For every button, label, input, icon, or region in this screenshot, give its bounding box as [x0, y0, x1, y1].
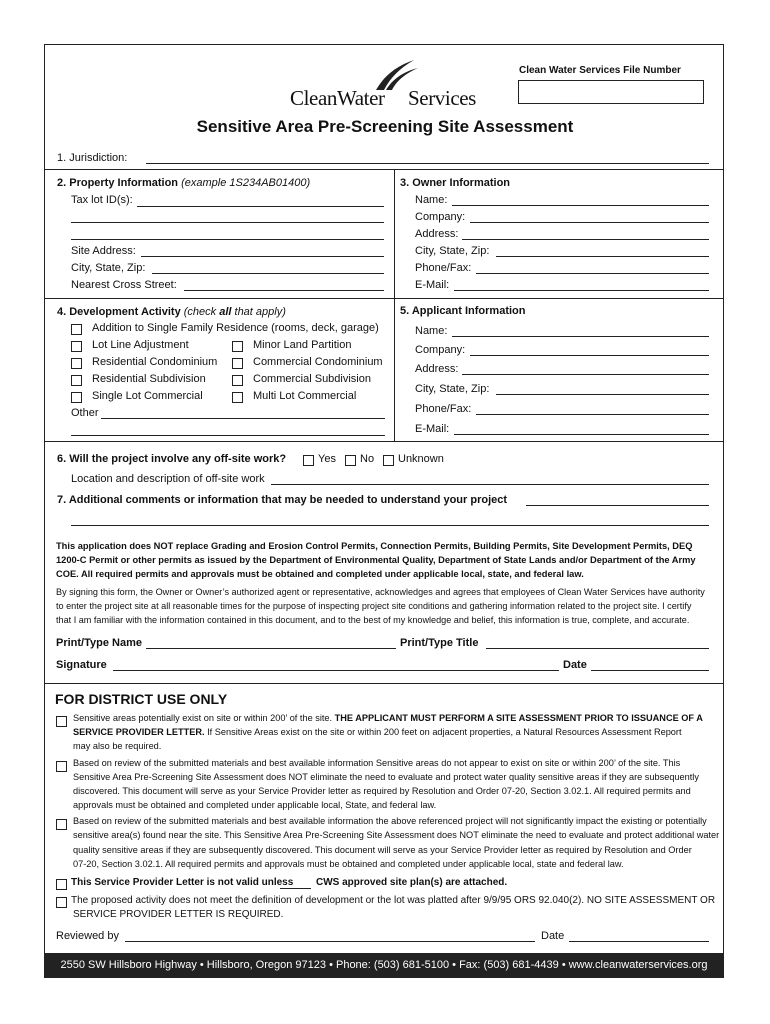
applicant-name-field[interactable]	[452, 336, 709, 337]
multi-lot-label: Multi Lot Commercial	[253, 390, 357, 402]
city-state-zip-label: City, State, Zip:	[71, 262, 146, 274]
reviewed-by-label: Reviewed by	[56, 930, 119, 942]
notice-bold-2: 1200-C Permit or other permits as issued by the Department of Environmental Quality, Department of State Lands and/or Department of the Army	[56, 555, 696, 565]
notice-bold-1: This application does NOT replace Grading and Erosion Control Permits, Connection Permits, Building Permits, Site Development Permits, DEQ	[56, 541, 693, 551]
single-lot-checkbox[interactable]	[71, 392, 82, 403]
comments-question: 7. Additional comments or information that may be needed to understand your project	[57, 494, 508, 506]
reviewed-by-field[interactable]	[125, 941, 535, 942]
file-number-label: Clean Water Services File Number	[519, 65, 681, 76]
notice-line-1: By signing this form, the Owner or Owner’s authorized agent or representative, acknowledges and agrees that employees of Clean Water Services have authority	[56, 587, 705, 597]
multi-lot-checkbox[interactable]	[232, 392, 243, 403]
notice-line-2: to enter the project site at all reasonable times for the purpose of inspecting project site conditions and gathering information related to the project site. I certify	[56, 601, 692, 611]
city-state-zip-field[interactable]	[152, 273, 384, 274]
divider	[44, 169, 724, 170]
print-title-field[interactable]	[486, 648, 709, 649]
page-title: Sensitive Area Pre-Screening Site Assessment	[196, 117, 574, 136]
lot-line-checkbox[interactable]	[71, 341, 82, 352]
date-field[interactable]	[591, 670, 709, 671]
district-item5-line1: The proposed activity does not meet the definition of development or the lot was platted after 9/9/95 ORS 92.040(2). NO SITE ASSESSMENT OR	[71, 895, 716, 906]
district-item1-line3: may also be required.	[73, 741, 162, 751]
district-item1-checkbox[interactable]	[56, 716, 67, 727]
tax-lot-field-2[interactable]	[71, 222, 384, 223]
applicant-city-label: City, State, Zip:	[415, 383, 490, 395]
nearest-cross-field[interactable]	[184, 290, 384, 291]
applicant-address-label: Address:	[415, 363, 459, 375]
district-item3-line2: sensitive area(s) found near the site. This Sensitive Area Pre-Screening Site Assessment does NOT eliminate the need to evaluate and protect additional water	[73, 830, 720, 840]
other-field-2[interactable]	[71, 435, 385, 436]
site-address-label: Site Address:	[71, 245, 136, 257]
single-lot-label: Single Lot Commercial	[92, 390, 203, 402]
applicant-name-label: Name:	[415, 325, 448, 337]
offsite-yes-checkbox[interactable]	[303, 455, 314, 466]
signature-field[interactable]	[113, 670, 559, 671]
applicant-company-field[interactable]	[470, 355, 709, 356]
development-activity-heading: 4. Development Activity (check all that apply)	[57, 306, 286, 318]
property-info-heading: 2. Property Information (example 1S234AB01400)	[57, 177, 311, 189]
file-number-field[interactable]	[518, 80, 704, 104]
tax-lot-label: Tax lot ID(s):	[71, 194, 133, 206]
owner-email-label: E-Mail:	[415, 279, 450, 291]
owner-phone-field[interactable]	[476, 273, 709, 274]
owner-address-field[interactable]	[462, 239, 709, 240]
com-condo-checkbox[interactable]	[232, 358, 243, 369]
site-plan-count-field[interactable]	[280, 888, 311, 889]
district-item3-line1: Based on review of the submitted materials and best available information the above referenced project will not significantly impact the existing or potentially	[73, 816, 707, 826]
owner-company-field[interactable]	[470, 222, 709, 223]
minor-partition-checkbox[interactable]	[232, 341, 243, 352]
owner-city-label: City, State, Zip:	[415, 245, 490, 257]
tax-lot-field[interactable]	[137, 206, 384, 207]
review-date-field[interactable]	[569, 941, 709, 942]
divider	[44, 441, 724, 442]
owner-phone-label: Phone/Fax:	[415, 262, 472, 274]
logo-clean-text: CleanWater	[290, 86, 385, 110]
res-condo-label: Residential Condominium	[92, 356, 218, 368]
logo-services-text: Services	[408, 86, 476, 110]
owner-name-field[interactable]	[452, 205, 709, 206]
offsite-location-label: Location and description of off-site work	[71, 473, 265, 485]
owner-info-heading: 3. Owner Information	[400, 177, 511, 189]
district-item3-line3: quality sensitive areas if they are subsequently discovered. This document will serve as your Service Provider letter as required by Resolution and Order	[73, 845, 692, 855]
other-field[interactable]	[101, 418, 385, 419]
owner-company-label: Company:	[415, 211, 466, 223]
column-divider	[394, 169, 395, 441]
jurisdiction-field[interactable]	[146, 163, 709, 164]
minor-partition-label: Minor Land Partition	[253, 339, 352, 351]
applicant-company-label: Company:	[415, 344, 466, 356]
offsite-unknown-label: Unknown	[398, 453, 444, 465]
notice-bold-3: COE. All required permits and approvals must be obtained and completed under applicable local, state, and federal law.	[56, 569, 584, 579]
divider	[44, 298, 724, 299]
lot-line-label: Lot Line Adjustment	[92, 339, 189, 351]
notice-line-3: that I am familiar with the information contained in this document, and to the best of my knowledge and belief, this information is true, complete, and accurate.	[56, 615, 690, 625]
nearest-cross-label: Nearest Cross Street:	[71, 279, 177, 291]
district-item4-text-b: CWS approved site plan(s) are attached.	[316, 877, 508, 888]
district-item3-checkbox[interactable]	[56, 819, 67, 830]
comments-field[interactable]	[526, 505, 709, 506]
offsite-yes-label: Yes	[318, 453, 336, 465]
district-item2-line1: Based on review of the submitted materials and best available information Sensitive areas do not appear to exist on site or within 200’ of the site. This	[73, 758, 681, 768]
district-item5-checkbox[interactable]	[56, 897, 67, 908]
applicant-city-field[interactable]	[496, 394, 709, 395]
applicant-phone-field[interactable]	[476, 414, 709, 415]
applicant-info-heading: 5. Applicant Information	[400, 305, 526, 317]
applicant-phone-label: Phone/Fax:	[415, 403, 472, 415]
district-item1-line2: SERVICE PROVIDER LETTER. If Sensitive Areas exist on the site or within 200 feet on adjacent properties, a Natural Resources Assessment Report	[73, 727, 682, 737]
district-item4-text-a: This Service Provider Letter is not valid unless	[71, 877, 294, 888]
offsite-unknown-checkbox[interactable]	[383, 455, 394, 466]
district-item2-checkbox[interactable]	[56, 761, 67, 772]
res-sub-checkbox[interactable]	[71, 375, 82, 386]
offsite-question: 6. Will the project involve any off-site work?	[57, 453, 287, 465]
applicant-email-field[interactable]	[454, 434, 709, 435]
site-address-field[interactable]	[141, 256, 384, 257]
addition-label: Addition to Single Family Residence (rooms, deck, garage)	[92, 322, 379, 334]
divider	[44, 683, 724, 684]
owner-city-field[interactable]	[496, 256, 709, 257]
res-sub-label: Residential Subdivision	[92, 373, 206, 385]
applicant-address-field[interactable]	[462, 374, 709, 375]
other-label: Other	[71, 407, 99, 419]
owner-email-field[interactable]	[454, 290, 709, 291]
tax-lot-field-3[interactable]	[71, 239, 384, 240]
district-item2-line3: discovered. This document will serve as your Service Provider letter as required by Resolution and Order 07-20, Section 3.02.1. All required permits and	[73, 786, 691, 796]
print-title-label: Print/Type Title	[400, 637, 479, 649]
offsite-no-checkbox[interactable]	[345, 455, 356, 466]
print-name-label: Print/Type Name	[56, 637, 142, 649]
district-item3-line4: 07-20, Section 3.02.1. All required permits and approvals must be obtained and completed under applicable local, state and federal law.	[73, 859, 624, 869]
print-name-field[interactable]	[146, 648, 396, 649]
com-condo-label: Commercial Condominium	[253, 356, 383, 368]
res-condo-checkbox[interactable]	[71, 358, 82, 369]
logo	[290, 58, 480, 110]
owner-address-label: Address:	[415, 228, 459, 240]
jurisdiction-label: 1. Jurisdiction:	[57, 152, 128, 164]
district-item2-line4: approvals must be obtained and completed under applicable local, State, and federal law.	[73, 800, 437, 810]
offsite-location-field[interactable]	[271, 484, 709, 485]
com-sub-checkbox[interactable]	[232, 375, 243, 386]
review-date-label: Date	[541, 930, 565, 942]
date-label: Date	[563, 659, 587, 671]
district-item5-line2: SERVICE PROVIDER LETTER IS REQUIRED.	[73, 909, 284, 920]
footer-bar: 2550 SW Hillsboro Highway • Hillsboro, Oregon 97123 • Phone: (503) 681-5100 • Fax: (503) 681-4439 • www.cleanwaterservices.org	[44, 953, 724, 978]
comments-field-2[interactable]	[71, 525, 709, 526]
district-heading: FOR DISTRICT USE ONLY	[55, 691, 228, 707]
district-item2-line2: Sensitive Area Pre-Screening Site Assessment does NOT eliminate the need to evaluate and protect water quality sensitive areas if they are subsequently	[73, 772, 699, 782]
district-item4-checkbox[interactable]	[56, 879, 67, 890]
owner-name-label: Name:	[415, 194, 448, 206]
offsite-no-label: No	[360, 453, 375, 465]
district-item1-line1: Sensitive areas potentially exist on site or within 200’ of the site. THE APPLICANT MUST PERFORM A SITE ASSESSMENT PRIOR TO ISSUANCE OF A	[73, 713, 703, 723]
applicant-email-label: E-Mail:	[415, 423, 450, 435]
addition-checkbox[interactable]	[71, 324, 82, 335]
signature-label: Signature	[56, 659, 107, 671]
com-sub-label: Commercial Subdivision	[253, 373, 371, 385]
